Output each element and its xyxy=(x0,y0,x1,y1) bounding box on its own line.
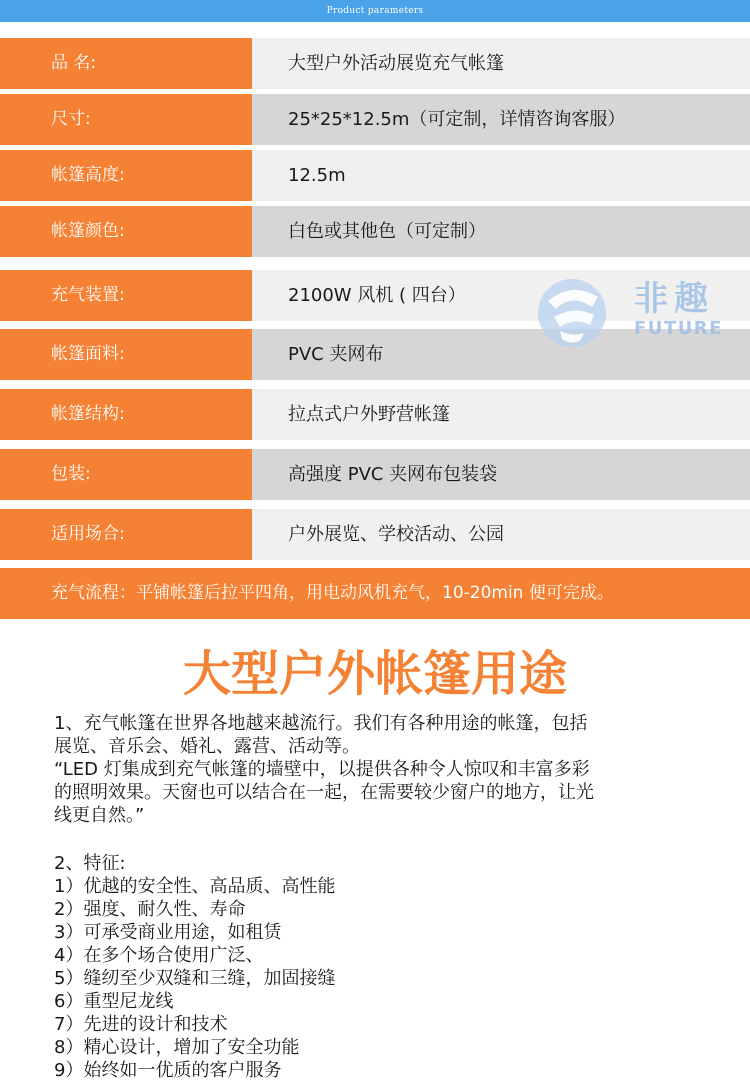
param-row-occasion xyxy=(0,509,750,560)
brand-watermark xyxy=(534,275,749,350)
param-label: 包装: xyxy=(0,449,252,500)
param-label: 充气装置: xyxy=(0,270,252,321)
param-row-structure xyxy=(0,389,750,440)
feature-item: 9）始终如一优质的客户服务 xyxy=(54,1060,282,1081)
param-value: 12.5m xyxy=(252,150,750,201)
feature-item: 4）在多个场合使用广泛、 xyxy=(54,945,264,966)
intro-line: 展览、音乐会、婚礼、露营、活动等。 xyxy=(54,736,360,757)
param-row-height xyxy=(0,150,750,201)
param-value: PVC 夹网布 xyxy=(252,329,750,380)
param-label: 适用场合: xyxy=(0,509,252,560)
feature-item: 7）先进的设计和技术 xyxy=(54,1014,228,1035)
brand-name-en: FUTURE xyxy=(634,318,723,339)
feature-item: 8）精心设计，增加了安全功能 xyxy=(54,1037,300,1058)
header-title: Product parameters xyxy=(326,6,424,16)
usage-description xyxy=(54,712,714,1082)
feature-item: 1）优越的安全性、高品质、高性能 xyxy=(54,876,336,897)
param-label: 帐篷颜色: xyxy=(0,206,252,257)
param-value: 25*25*12.5m（可定制，详情咨询客服） xyxy=(252,94,750,145)
intro-line: “LED 灯集成到充气帐篷的墙壁中，以提供各种令人惊叹和丰富多彩 xyxy=(54,759,590,780)
param-value: 2100W 风机 ( 四台） xyxy=(252,270,750,321)
param-row-size xyxy=(0,94,750,145)
brand-logo-icon xyxy=(534,275,614,350)
param-label: 尺寸: xyxy=(0,94,252,145)
paragraph-gap xyxy=(54,827,714,852)
inflation-process-bar: 充气流程：平铺帐篷后拉平四角，用电动风机充气，10-20min 便可完成。 xyxy=(0,568,750,619)
intro-line: 的照明效果。天窗也可以结合在一起，在需要较少窗户的地方，让光 xyxy=(54,782,594,803)
page-header-bar xyxy=(0,0,750,22)
param-value: 大型户外活动展览充气帐篷 xyxy=(252,38,750,89)
intro-line: 1、充气帐篷在世界各地越来越流行。我们有各种用途的帐篷，包括 xyxy=(54,713,588,734)
feature-item: 3）可承受商业用途，如租赁 xyxy=(54,922,282,943)
param-label: 帐篷高度: xyxy=(0,150,252,201)
feature-item: 2）强度、耐久性、寿命 xyxy=(54,899,246,920)
param-label: 帐篷结构: xyxy=(0,389,252,440)
feature-item: 5）缝纫至少双缝和三缝，加固接缝 xyxy=(54,968,336,989)
intro-line: 线更自然。” xyxy=(54,805,145,826)
features-heading: 2、特征: xyxy=(54,853,126,874)
param-value: 高强度 PVC 夹网布包装袋 xyxy=(252,449,750,500)
brand-name-cn: 非趣 xyxy=(634,279,714,319)
feature-item: 6）重型尼龙线 xyxy=(54,991,174,1012)
param-row-name xyxy=(0,38,750,89)
param-value: 户外展览、学校活动、公园 xyxy=(252,509,750,560)
param-row-packaging xyxy=(0,449,750,500)
param-value: 拉点式户外野营帐篷 xyxy=(252,389,750,440)
param-label: 帐篷面料: xyxy=(0,329,252,380)
param-label: 品 名: xyxy=(0,38,252,89)
param-value: 白色或其他色（可定制） xyxy=(252,206,750,257)
section-title: 大型户外帐篷用途 xyxy=(182,646,567,702)
param-row-color xyxy=(0,206,750,257)
